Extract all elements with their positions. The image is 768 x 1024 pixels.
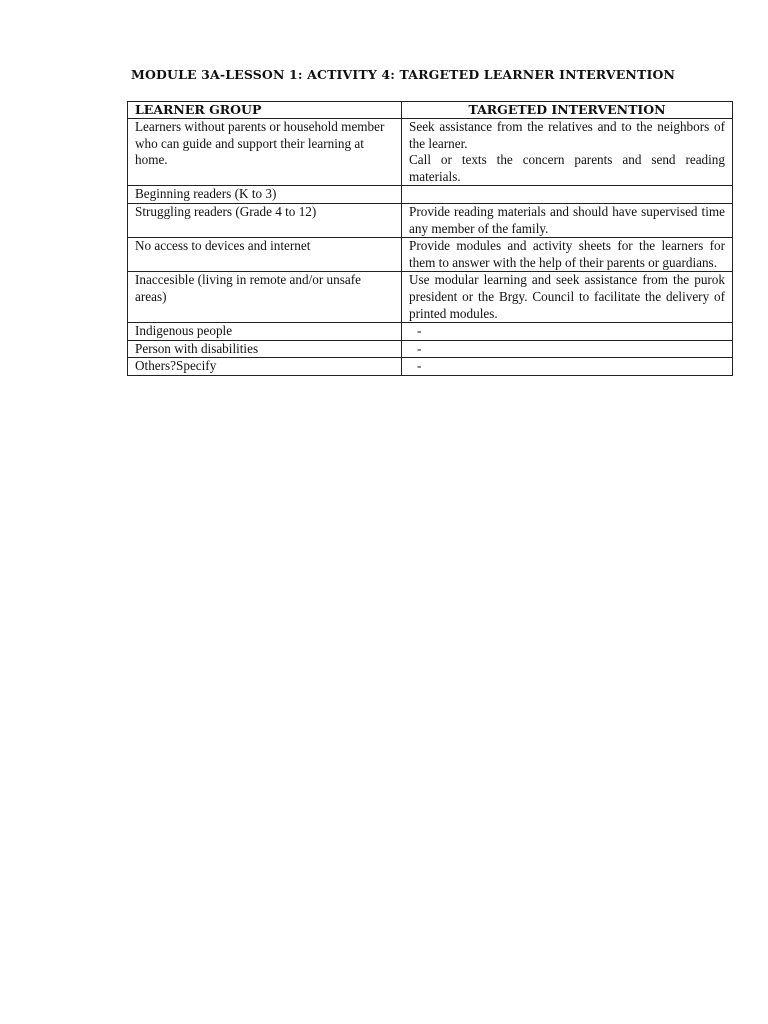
intervention-dash: -: [417, 323, 422, 339]
intervention-dash: -: [417, 340, 422, 356]
table-row: [128, 323, 733, 341]
learner-group-cell: Struggling readers (Grade 4 to 12): [128, 203, 402, 237]
intervention-cell: [402, 119, 733, 186]
learner-group-cell: Beginning readers (K to 3): [128, 186, 402, 204]
learner-group-cell: No access to devices and internet: [128, 238, 402, 272]
learner-group-header: LEARNER GROUP: [128, 102, 402, 119]
document-title: MODULE 3A-LESSON 1: ACTIVITY 4: TARGETED LEARNER INTERVENTION: [131, 67, 676, 82]
intervention-cell: [402, 272, 733, 323]
learner-group-cell: Person with disabilities: [128, 340, 402, 358]
table-row: [128, 186, 733, 204]
table-header-row: [128, 102, 733, 119]
learner-group-cell: Learners without parents or household member who can guide and support their learning at home.: [128, 119, 402, 186]
learner-group-cell: Others?Specify: [128, 358, 402, 376]
intervention-table: [127, 101, 733, 376]
intervention-text: Provide reading materials and should have supervised time any member of the family.: [409, 203, 725, 236]
intervention-cell: [402, 238, 733, 272]
intervention-cell: [402, 323, 733, 341]
learner-group-cell: Indigenous people: [128, 323, 402, 341]
intervention-text: Use modular learning and seek assistance from the purok president or the Brgy. Council to facilitate the delivery of printed modules.: [409, 272, 725, 321]
intervention-cell: [402, 358, 733, 376]
intervention-cell: [402, 340, 733, 358]
table-row: [128, 272, 733, 323]
intervention-dash: -: [417, 358, 422, 374]
table-row: [128, 238, 733, 272]
table-row: [128, 203, 733, 237]
intervention-cell-empty: [402, 186, 733, 204]
targeted-intervention-header: TARGETED INTERVENTION: [402, 102, 733, 119]
table-row: [128, 358, 733, 376]
table-row: [128, 119, 733, 186]
intervention-text: Provide modules and activity sheets for the learners for them to answer with the help of their parents or guardians.: [409, 238, 725, 270]
intervention-text: Call or texts the concern parents and send reading materials.: [409, 152, 725, 184]
table-row: [128, 340, 733, 358]
intervention-cell: [402, 203, 733, 237]
intervention-text: Seek assistance from the relatives and to the neighbors of the learner.: [409, 119, 725, 151]
learner-group-cell: Inaccesible (living in remote and/or unsafe areas): [128, 272, 402, 323]
